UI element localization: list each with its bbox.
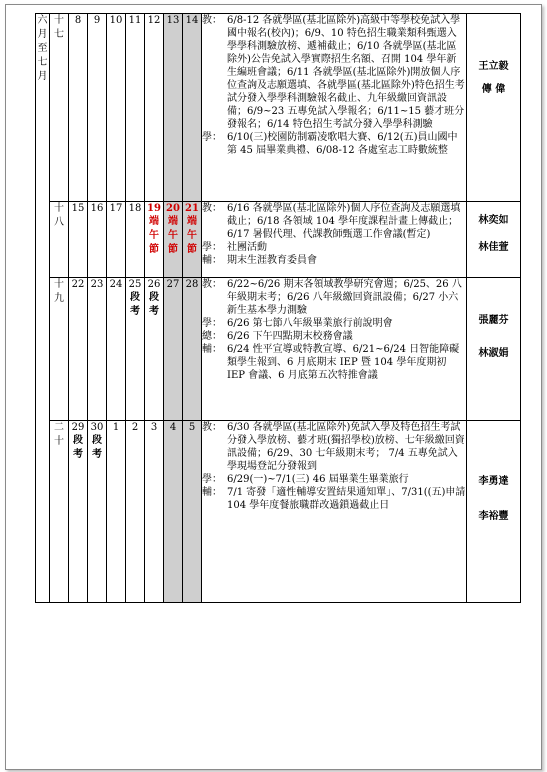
table-row: [36, 421, 521, 603]
month-range: 六 月 至 七 月: [37, 15, 48, 82]
week-cell: 二 十: [50, 421, 69, 603]
weekend-day-cell: 4: [164, 421, 183, 603]
staff-names-cell: [467, 278, 521, 421]
exam-label: 段 考: [149, 292, 159, 317]
holiday-day-cell: 19 端 午 節: [145, 202, 164, 278]
day-cell: 16: [88, 202, 107, 278]
staff-name: 林淑娟: [478, 348, 509, 359]
table-row: [36, 202, 521, 278]
week-cell: 十 七: [50, 14, 69, 202]
event-block: 教： 6/16 各就學區(基北區除外)個人序位查詢及志願選填截止；6/18 各領域 104 學年度課程計畫上傳截止； 6/17 暑假代理、代課教師甄選工作會議(暫定): [202, 203, 461, 240]
holiday-label: 端 午 節: [168, 216, 178, 255]
exam-day-cell: 29 段 考: [69, 421, 88, 603]
event-block: 教： 6/8-12 各就學區(基北區除外)高級中等學校免試入學國中報名(校內)；6/9、10 特色招生職業類科甄選入學學科測驗放榜、遞補截止；6/10 各就學區(基北區除外)公告免試入學實際招生名額、召開 104 學年新生編班會議；6/11 各就學區(基北區除外)開放個人序位查詢及志願選填、各就學區(基北區除外)特色招生考試分發入學學科測驗報名截止、九年級繳回資訊設備；6/9~23 五專免試入學報名；6/11~15 藝才班分發報名；6/14 特色招生考試分發入學學科測驗: [202, 15, 465, 130]
event-block: 總： 6/26 下午四點期末校務會議: [202, 331, 353, 342]
weekend-day-cell: 5: [183, 421, 202, 603]
weekend-day-cell: 27: [164, 278, 183, 421]
table-row: [36, 14, 521, 202]
event-content-cell: [202, 202, 467, 278]
event-block: 輔： 期末生涯教育委員會: [202, 255, 317, 266]
school-calendar-table: [35, 13, 521, 603]
week-cell: 十 八: [50, 202, 69, 278]
week-cell: 十 九: [50, 278, 69, 421]
holiday-day-cell: 20 端 午 節: [164, 202, 183, 278]
document-page: [5, 4, 542, 770]
exam-label: 段 考: [73, 435, 83, 460]
staff-name: 李裕豐: [478, 511, 509, 522]
staff-name: 林佳萱: [478, 242, 509, 253]
exam-label: 段 考: [92, 435, 102, 460]
event-block: 教： 6/30 各就學區(基北區除外)免試入學及特色招生考試分發入學放榜、藝才班(獨招學校)放榜、七年級繳回資訊設備；6/29、30 七年級期末考； 7/4 五專免試入學現場登記分發報到: [202, 422, 465, 472]
event-content-cell: [202, 421, 467, 603]
staff-names-cell: [467, 14, 521, 202]
day-cell: 11: [126, 14, 145, 202]
event-block: 輔： 6/24 性平宣導或特教宣導、6/21~6/24 日智能障礙類學生報到、6 月底期末 IEP 暨 104 學年度期初 IEP 會議、6 月底第五次特推會議: [202, 344, 460, 381]
event-content-cell: [202, 14, 467, 202]
event-content-cell: [202, 278, 467, 421]
weekend-day-cell: 13: [164, 14, 183, 202]
event-block: 學： 6/10(三)校園防制霸凌歌唱大賽、6/12(五)員山國中第 45 屆畢業典禮、6/08-12 各處室志工時數統整: [202, 132, 458, 156]
staff-name: 張麗芬: [478, 315, 509, 326]
event-block: 輔： 7/1 寄發「適性輔導安置結果通知單」、7/31((五)申請 104 學年度餐旅職群改過鎖過截止日: [202, 487, 466, 511]
day-cell: 24: [107, 278, 126, 421]
weekend-day-cell: 28: [183, 278, 202, 421]
staff-names-cell: [467, 202, 521, 278]
day-cell: 3: [145, 421, 164, 603]
staff-name: 王立毅: [478, 61, 509, 72]
day-cell: 2: [126, 421, 145, 603]
weekend-day-cell: 14: [183, 14, 202, 202]
day-cell: 1: [107, 421, 126, 603]
month-range-cell: [36, 14, 50, 603]
holiday-day-cell: 21 端 午 節: [183, 202, 202, 278]
staff-name: 傳 偉: [481, 84, 506, 95]
event-block: 學： 社團活動: [202, 242, 267, 253]
table-row: [36, 278, 521, 421]
exam-day-cell: 26 段 考: [145, 278, 164, 421]
day-cell: 22: [69, 278, 88, 421]
event-block: 教： 6/22~6/26 期末各領域教學研究會週；6/25、26 八年級期末考；6/26 八年級繳回資訊設備；6/27 小六新生基本學力測驗: [202, 279, 462, 316]
day-cell: 17: [107, 202, 126, 278]
holiday-label: 端 午 節: [187, 216, 197, 255]
staff-names-cell: [467, 421, 521, 603]
holiday-label: 端 午 節: [149, 216, 159, 255]
event-block: 學： 6/29(一)~7/1(三) 46 屆畢業生畢業旅行: [202, 474, 409, 485]
day-cell: 23: [88, 278, 107, 421]
day-cell: 12: [145, 14, 164, 202]
day-cell: 10: [107, 14, 126, 202]
exam-day-cell: 30 段 考: [88, 421, 107, 603]
day-cell: 8: [69, 14, 88, 202]
day-cell: 18: [126, 202, 145, 278]
exam-label: 段 考: [130, 292, 140, 317]
day-cell: 9: [88, 14, 107, 202]
event-block: 學： 6/26 第七節八年級畢業旅行前說明會: [202, 318, 393, 329]
staff-name: 林奕如: [478, 215, 509, 226]
exam-day-cell: 25 段 考: [126, 278, 145, 421]
staff-name: 李勇達: [478, 476, 509, 487]
day-cell: 15: [69, 202, 88, 278]
